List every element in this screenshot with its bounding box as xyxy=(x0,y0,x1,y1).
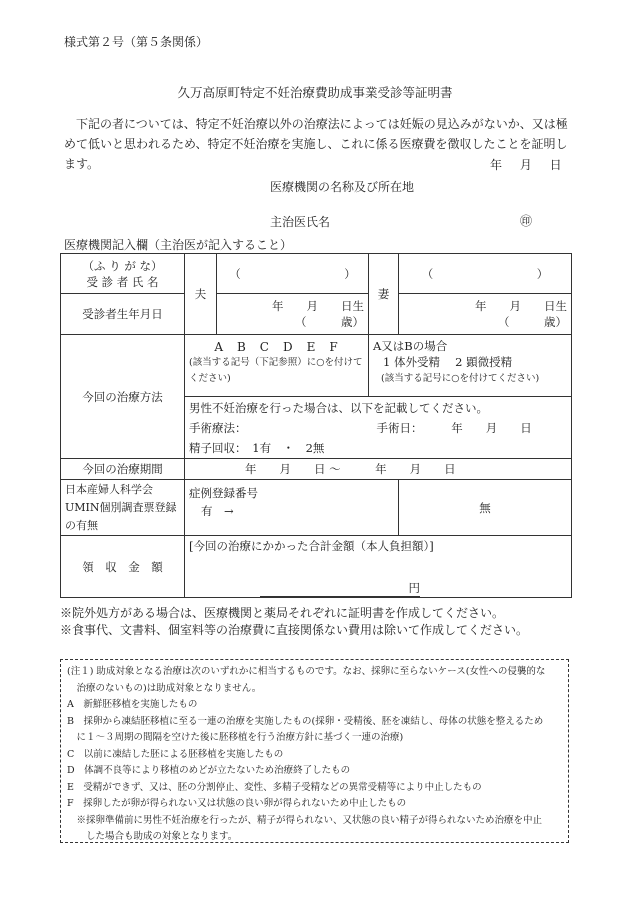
husband-label: 夫 xyxy=(185,254,217,335)
registry-label: 日本産婦人科学会UMIN個別調査票登録の有無 xyxy=(61,480,185,536)
amount-label: 領 収 金 額 xyxy=(61,536,185,598)
form-code: 様式第２号（第５条関係） xyxy=(64,35,209,49)
male-note: 男性不妊治療を行った場合は、以下を記載してください。 xyxy=(189,400,488,415)
period-label: 今回の治療期間 xyxy=(61,459,185,480)
intro-body: 下記の者については、特定不妊治療以外の治療法によっては妊娠の見込みがないか、又は極めて低いと思われるため、特定不妊治療を実施し、これに係る医療費を徴収したことを証明します。 xyxy=(64,117,568,171)
amount-note: [今回の治療にかかった合計金額（本人負担額）] xyxy=(189,539,434,553)
doctor-label: 主治医氏名 xyxy=(270,215,331,229)
treatment-options[interactable]: A B C D E F xyxy=(214,340,339,354)
wife-label: 妻 xyxy=(369,254,399,335)
certificate-date[interactable]: 年 月 日 xyxy=(490,158,562,172)
wife-birth-date: 年 月 日生 xyxy=(475,299,567,313)
husband-birth-date: 年 月 日生 xyxy=(272,299,364,313)
registry-yes[interactable]: 有 → xyxy=(201,504,234,518)
box-line: に１〜３周期の間隔を空けた後に胚移植を行う治療方針に基づく一連の治療) xyxy=(67,732,404,743)
sperm-retrieval[interactable]: 精子回収： 1有 ・ 2無 xyxy=(189,440,325,455)
box-line: ※採卵準備前に男性不妊治療を行ったが、精子が得られない、又状態の良い精子が得られないため治療を中止 xyxy=(67,814,543,826)
ab-case-label: A又はBの場合 xyxy=(373,339,448,353)
box-line: E 受精ができず、又は、胚の分割停止、変性、多精子受精などの異常受精等により中止したもの xyxy=(67,781,482,793)
wife-birth-field[interactable] xyxy=(399,294,572,335)
wife-name-field[interactable]: （ ） xyxy=(399,254,572,294)
wife-age: （ 歳） xyxy=(498,315,567,329)
surgery-row xyxy=(189,418,567,438)
registry-number: 症例登録番号 xyxy=(189,486,258,500)
treatment-label: 今回の治療方法 xyxy=(61,335,185,459)
ab-case-cell[interactable] xyxy=(369,335,572,397)
box-line: A 新鮮胚移植を実施したもの xyxy=(67,699,198,710)
furigana-label: （ふ り が な） xyxy=(82,258,163,273)
note-1: ※院外処方がある場合は、医療機関と薬局それぞれに証明書を作成してください。 xyxy=(60,606,505,620)
certificate-table xyxy=(60,253,572,598)
box-line: F 採卵したが卵が得られない又は状態の良い卵が得られないため中止したもの xyxy=(67,798,407,809)
notes xyxy=(60,605,528,639)
ab-note: (該当する記号に○を付けてください) xyxy=(381,373,540,384)
box-line: C 以前に凍結した胚による胚移植を実施したもの xyxy=(67,748,284,760)
treatment-options-cell[interactable] xyxy=(185,335,369,397)
box-line: B 採卵から凍結胚移植に至る一連の治療を実施したもの(採卵・受精後、胚を凍結し、母体の状態を整えるため xyxy=(67,715,544,727)
treatment-options-note: (該当する記号（下記参照）に○を付けてください) xyxy=(189,357,363,384)
fill-note: 医療機関記入欄（主治医が記入すること） xyxy=(64,238,293,252)
amount-yen: 円 xyxy=(260,580,420,597)
name-label-cell xyxy=(61,254,185,294)
period-value[interactable]: 年 月 日 〜 年 月 日 xyxy=(185,459,572,480)
registry-cell[interactable] xyxy=(185,480,399,536)
husband-age: （ 歳） xyxy=(295,315,364,329)
box-line: した場合も助成の対象となります。 xyxy=(67,831,238,842)
name-label: 受 診 者 氏 名 xyxy=(86,274,159,289)
seal-icon: ㊞ xyxy=(520,214,533,228)
male-treatment-cell[interactable] xyxy=(185,397,572,459)
husband-birth-field[interactable] xyxy=(217,294,369,335)
box-line: (注１) 助成対象となる治療は次のいずれかに相当するものです。なお、採卵に至らないケース(女性への侵襲的な xyxy=(67,666,546,677)
husband-name-field[interactable]: （ ） xyxy=(217,254,369,294)
ab-options[interactable]: 1 体外受精 2 顕微授精 xyxy=(383,355,513,369)
surgery-date[interactable]: 手術日： 年 月 日 xyxy=(376,420,532,435)
amount-cell[interactable] xyxy=(185,536,572,598)
birth-label: 受診者生年月日 xyxy=(61,294,185,335)
institution-label: 医療機関の名称及び所在地 xyxy=(270,180,415,194)
surgery-name[interactable]: 手術療法： xyxy=(189,420,247,435)
box-line: D 体調不良等により移植のめどが立たないため治療終了したもの xyxy=(67,765,351,776)
note-2: ※食事代、文書料、個室料等の治療費に直接関係ない費用は除いて作成してください。 xyxy=(60,623,529,637)
box-line: 治療のないもの)は助成対象となりません。 xyxy=(67,682,262,694)
notes-box xyxy=(60,659,569,843)
registry-no[interactable]: 無 xyxy=(399,480,572,536)
document-title: 久万高原町特定不妊治療費助成事業受診等証明書 xyxy=(177,85,453,100)
